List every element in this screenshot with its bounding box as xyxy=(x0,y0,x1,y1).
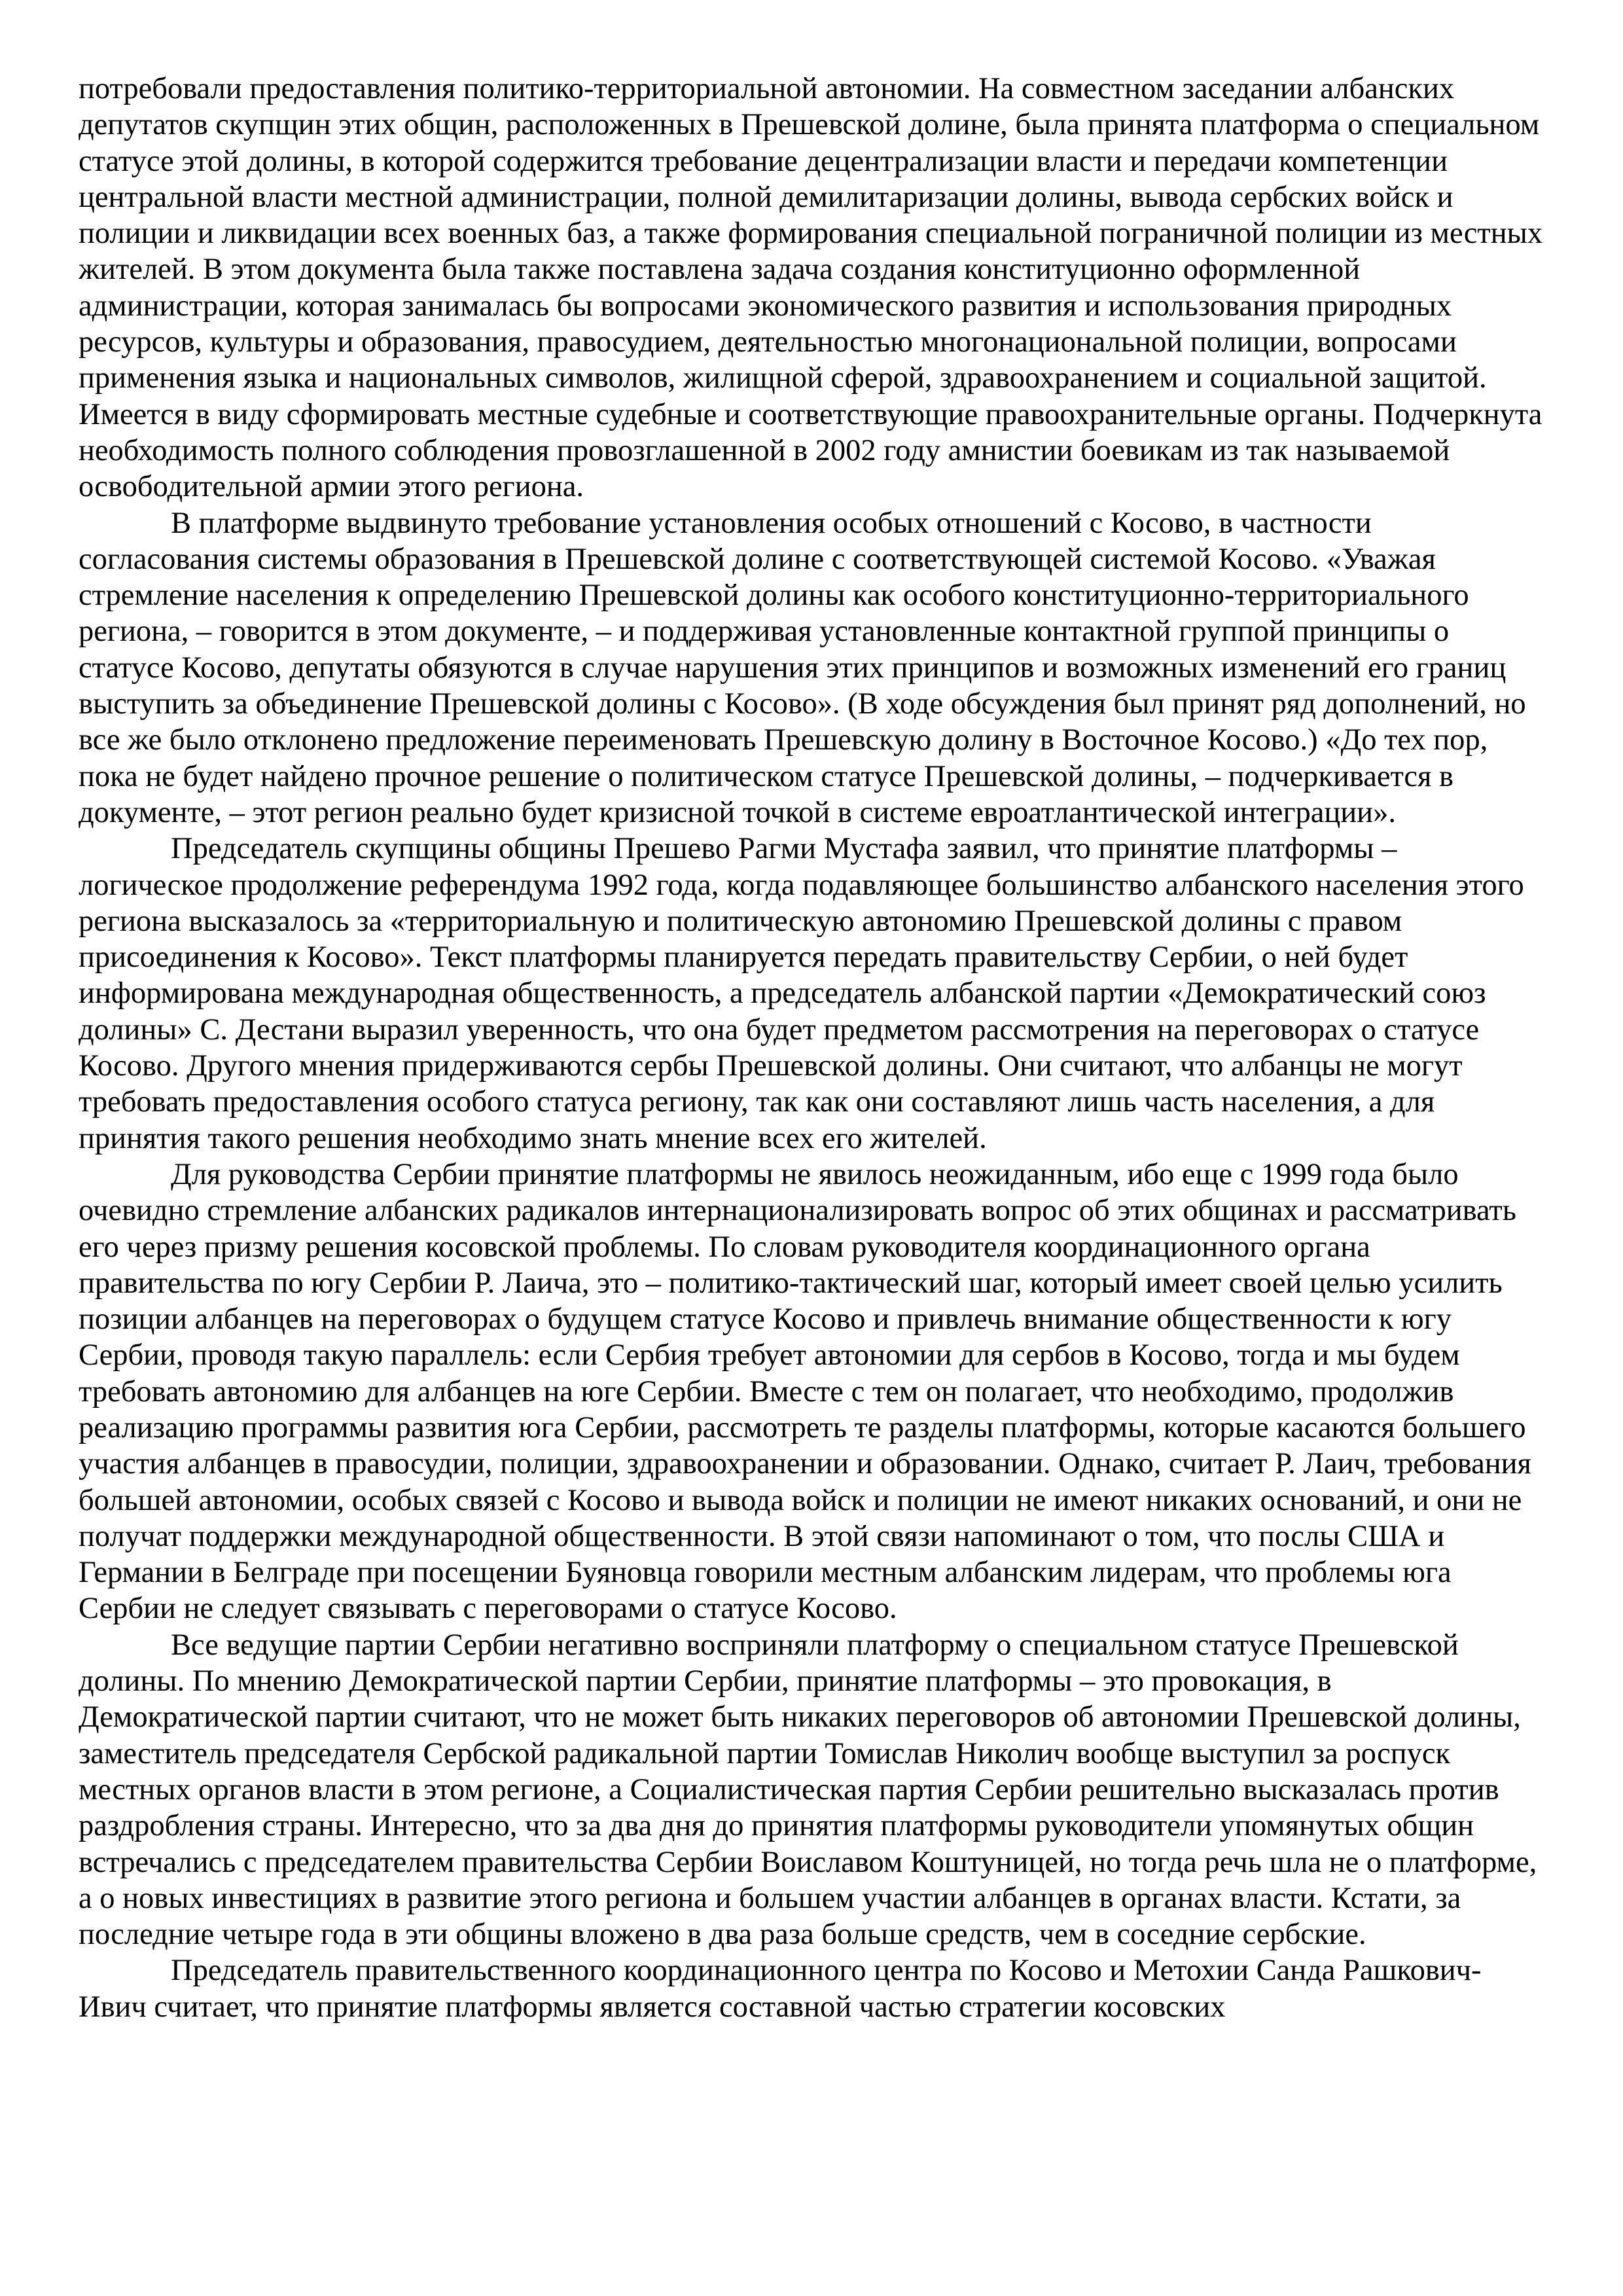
document-page xyxy=(79,71,1544,2289)
paragraph-mustafa-statement: Председатель скупщины общины Прешево Рагми Мустафа заявил, что принятие платформы – логическое продолжение референдума 1992 года, когда подавляющее большинство албанского населения этого региона высказалось за «территориальную и политическую автономию Прешевской долины с правом присоединения к Косово». Текст платформы планируется передать правительству Сербии, о ней будет информирована международная общественность, а председатель албанской партии «Демократический союз долины» С. Дестани выразил уверенность, что она будет предметом рассмотрения на переговорах о статусе Косово. Другого мнения придерживаются сербы Прешевской долины. Они считают, что албанцы не могут требовать предоставления особого статуса региону, так как они составляют лишь часть населения, а для принятия такого решения необходимо знать мнение всех его жителей. xyxy=(79,832,1524,1155)
paragraph-raskovic-ivic: Председатель правительственного координационного центра по Косово и Метохии Санда Рашкович-Ивич считает, что принятие платформы является составной частью стратегии косовских xyxy=(79,1954,1482,2024)
paragraph-party-reactions: Все ведущие партии Сербии негативно восприняли платформу о специальном статусе Прешевской долины. По мнению Демократической партии Сербии, принятие платформы – это провокация, в Демократической партии считают, что не может быть никаких переговоров об автономии Прешевской долины, заместитель председателя Сербской радикальной партии Томислав Николич вообще выступил за роспуск местных органов власти в этом регионе, а Социалистическая партия Сербии решительно высказалась против раздробления страны. Интересно, что за два дня до принятия платформы руководители упомянутых общин встречались с председателем правительства Сербии Воиславом Коштуницей, но тогда речь шла не о платформе, а о новых инвестициях в развитие этого региона и большем участии албанцев в органах власти. Кстати, за последние четыре года в эти общины вложено в два раза больше средств, чем в соседние сербские. xyxy=(79,1628,1537,1952)
paragraph-kosovo-relations: В платформе выдвинуто требование установления особых отношений с Косово, в частности согласования системы образования в Прешевской долине с соответствующей системой Косово. «Уважая стремление населения к определению Прешевской долины как особого конституционно-территориального региона, – говорится в этом документе, – и поддерживая установленные контактной группой принципы о статусе Косово, депутаты обязуются в случае нарушения этих принципов и возможных изменений его границ выступить за объединение Прешевской долины с Косово». (В ходе обсуждения был принят ряд дополнений, но все же было отклонено предложение переименовать Прешевскую долину в Восточное Косово.) «До тех пор, пока не будет найдено прочное решение о политическом статусе Прешевской долины, – подчеркивается в документе, – этот регион реально будет кризисной точкой в системе евроатлантической интеграции». xyxy=(79,506,1526,829)
paragraph-serbian-leadership: Для руководства Сербии принятие платформы не явилось неожиданным, ибо еще с 1999 года было очевидно стремление албанских радикалов интернационализировать вопрос об этих общинах и рассматривать его через призму решения косовской проблемы. По словам руководителя координационного органа правительства по югу Сербии Р. Лаича, это – политико-тактический шаг, который имеет своей целью усилить позиции албанцев на переговорах о будущем статусе Косово и привлечь внимание общественности к югу Сербии, проводя такую параллель: если Сербия требует автономии для сербов в Косово, тогда и мы будем требовать автономию для албанцев на юге Сербии. Вместе с тем он полагает, что необходимо, продолжив реализацию программы развития юга Сербии, рассмотреть те разделы платформы, которые касаются большего участия албанцев в правосудии, полиции, здравоохранении и образовании. Однако, считает Р. Лаич, требования большей автономии, особых связей с Косово и вывода войск и полиции не имеют никаких оснований, и они не получат поддержки международной общественности. В этой связи напоминают о том, что послы США и Германии в Белграде при посещении Буяновца говорили местным албанским лидерам, что проблемы юга Сербии не следует связывать с переговорами о статусе Косово. xyxy=(79,1157,1531,1626)
paragraph-autonomy-platform: потребовали предоставления политико-территориальной автономии. На совместном заседании албанских депутатов скупщин этих общин, расположенных в Прешевской долине, была принята платформа о специальном статусе этой долины, в которой содержится требование децентрализации власти и передачи компетенции центральной власти местной администрации, полной демилитаризации долины, вывода сербских войск и полиции и ликвидации всех военных баз, а также формирования специальной пограничной полиции из местных жителей. В этом документа была также поставлена задача создания конституционно оформленной администрации, которая занималась бы вопросами экономического развития и использования природных ресурсов, культуры и образования, правосудием, деятельностью многонациональной полиции, вопросами применения языка и национальных символов, жилищной сферой, здравоохранением и социальной защитой. Имеется в виду сформировать местные судебные и соответствующие правоохранительные органы. Подчеркнута необходимость полного соблюдения провозглашенной в 2002 году амнистии боевикам из так называемой освободительной армии этого региона. xyxy=(79,72,1543,504)
